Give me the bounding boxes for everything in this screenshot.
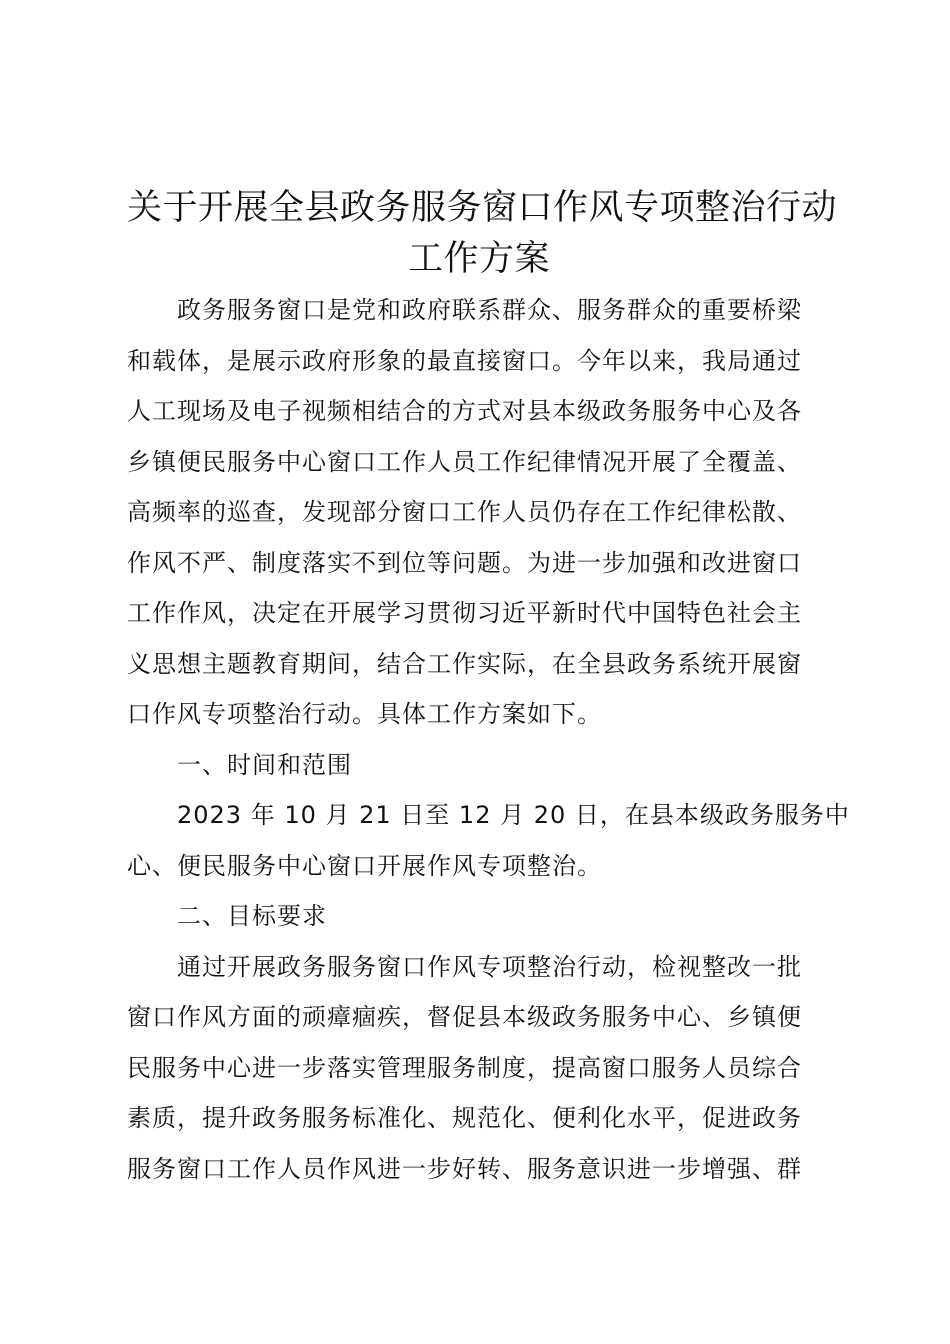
section-goals-paragraph — [127, 942, 831, 1195]
title-line-1: 关于开展全县政务服务窗口作风专项整治行动 — [127, 188, 838, 228]
paragraph-line: 义思想主题教育期间，结合工作实际，在全县政务系统开展窗 — [127, 649, 802, 678]
intro-paragraph — [127, 285, 831, 740]
paragraph-line: 心、便民服务中心窗口开展作风专项整治。 — [127, 851, 602, 880]
paragraph-line: 素质，提升政务服务标准化、规范化、便利化水平，促进政务 — [127, 1104, 802, 1132]
paragraph-line: 政务服务窗口是党和政府联系群众、服务群众的重要桥梁 — [177, 296, 802, 324]
paragraph-line: 窗口作风方面的顽瘴痼疾，督促县本级政务服务中心、乡镇便 — [127, 1003, 802, 1031]
section-time-scope-paragraph — [127, 790, 850, 891]
paragraph-line: 人工现场及电子视频相结合的方式对县本级政务服务中心及各 — [127, 397, 802, 425]
paragraph-line: 和载体，是展示政府形象的最直接窗口。今年以来，我局通过 — [127, 346, 802, 375]
paragraph-line: 工作作风，决定在开展学习贯彻习近平新时代中国特色社会主 — [127, 599, 802, 627]
section-heading-goals: 二、目标要求 — [177, 902, 327, 930]
section-heading-time-scope: 一、时间和范围 — [177, 750, 352, 779]
paragraph-line: 高频率的巡查，发现部分窗口工作人员仍存在工作纪律松散、 — [127, 498, 802, 526]
document-title — [127, 183, 838, 285]
paragraph-line: 作风不严、制度落实不到位等问题。为进一步加强和改进窗口 — [127, 548, 802, 577]
paragraph-line: 服务窗口工作人员作风进一步好转、服务意识进一步增强、群 — [127, 1154, 802, 1183]
paragraph-line: 民服务中心进一步落实管理服务制度，提高窗口服务人员综合 — [127, 1053, 802, 1082]
paragraph-line: 2023 年 10 月 21 日至 12 月 20 日，在县本级政务服务中 — [177, 801, 850, 829]
paragraph-line: 通过开展政务服务窗口作风专项整治行动，检视整改一批 — [177, 952, 802, 981]
title-line-2: 工作方案 — [407, 239, 550, 279]
paragraph-line: 乡镇便民服务中心窗口工作人员工作纪律情况开展了全覆盖、 — [127, 447, 802, 476]
document-page — [127, 183, 850, 1194]
paragraph-line: 口作风专项整治行动。具体工作方案如下。 — [127, 700, 602, 728]
